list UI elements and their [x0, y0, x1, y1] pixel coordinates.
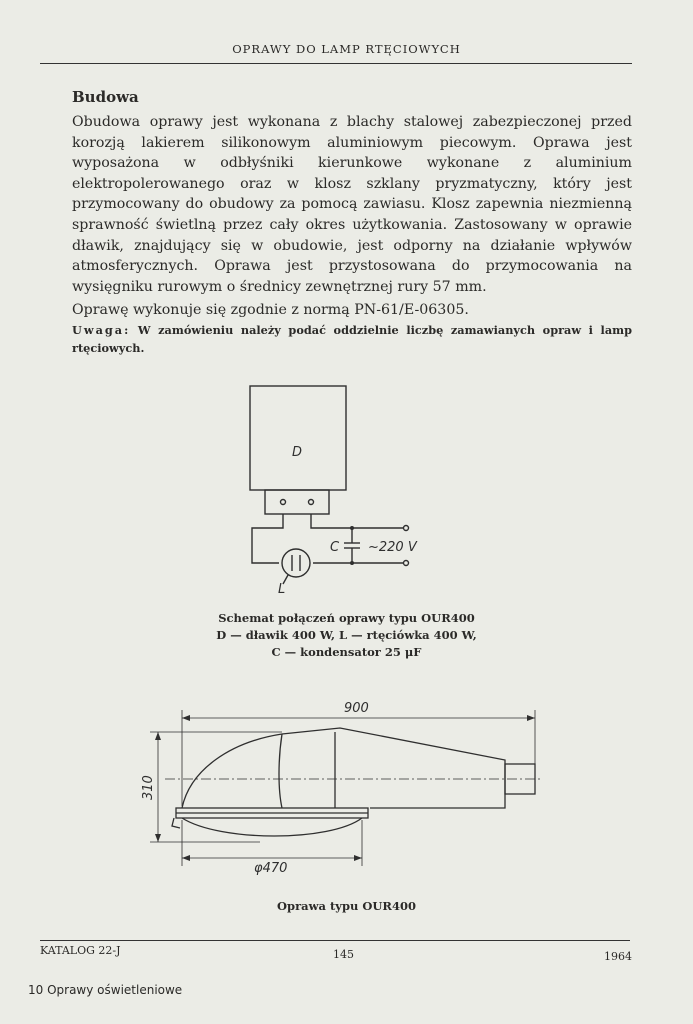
arrow-height-bottom [155, 834, 161, 842]
arrow-height-top [155, 732, 161, 740]
footer-page-number: 145 [333, 948, 354, 961]
arrow-dia-left [182, 855, 190, 861]
glass-bowl [182, 818, 362, 836]
hinge [172, 818, 180, 828]
reflector-line [279, 734, 282, 808]
schematic-caption-line1: Schemat połączeń oprawy typu OUR400 [218, 611, 475, 625]
schematic-caption-line3: C — kondensator 25 μF [271, 645, 422, 659]
label-voltage: ~220 V [368, 540, 417, 555]
arrow-length-left [182, 715, 190, 721]
dim-height-text: 310 [141, 775, 156, 800]
schematic-caption-line2: D — dławik 400 W, L — rtęciówka 400 W, [216, 628, 477, 642]
dim-length-text: 900 [344, 701, 369, 716]
bottom-note: 10 Oprawy oświetleniowe [28, 983, 183, 997]
section-title: Budowa [72, 88, 139, 106]
note-lead: Uwaga: [72, 323, 131, 337]
dim-diameter-text: φ470 [254, 861, 288, 876]
label-capacitor: C [330, 540, 340, 555]
arrow-dia-right [354, 855, 362, 861]
paragraph-construction: Obudowa oprawy jest wykonana z blachy stalowej zabezpieczonej przed korozją lakierem silikonowym aluminiowym piecowym. Oprawa jest wyposażona w odbłyśniki kierunkowe wykonane z aluminium elektropolerowanego oraz w klosz szklany pryzmatyczny, który jest przymocowany do obudowy za pomocą zawiasu. Klosz zapewnia niezmienną sprawność świetlną przez cały okres użytkowania. Zastosowany w oprawie dławik, znajdujący się w obudowie, jest odporny na działanie wpływów atmosferycznych. Oprawa jest przystosowana do przymocowania na wysięgniku rurowym o średnicy zewnętrznej rury 57 mm. [72, 114, 632, 295]
label-lamp: L [278, 582, 286, 597]
running-header: OPRAWY DO LAMP RTĘCIOWYCH [232, 42, 461, 56]
drawing-caption: Oprawa typu OUR400 [277, 899, 416, 913]
luminaire-body [182, 728, 505, 808]
footer-year: 1964 [604, 950, 632, 963]
label-choke: D [292, 445, 303, 460]
footer-catalog: KATALOG 22-J [40, 944, 121, 957]
paragraph-standard: Oprawę wykonuje się zgodnie z normą PN-61/E-06305. [72, 302, 469, 319]
note-text: W zamówieniu należy podać oddzielnie liczbę zamawianych opraw i lamp rtęciowych. [72, 323, 632, 355]
arrow-length-right [527, 715, 535, 721]
footer-rule [40, 940, 630, 941]
